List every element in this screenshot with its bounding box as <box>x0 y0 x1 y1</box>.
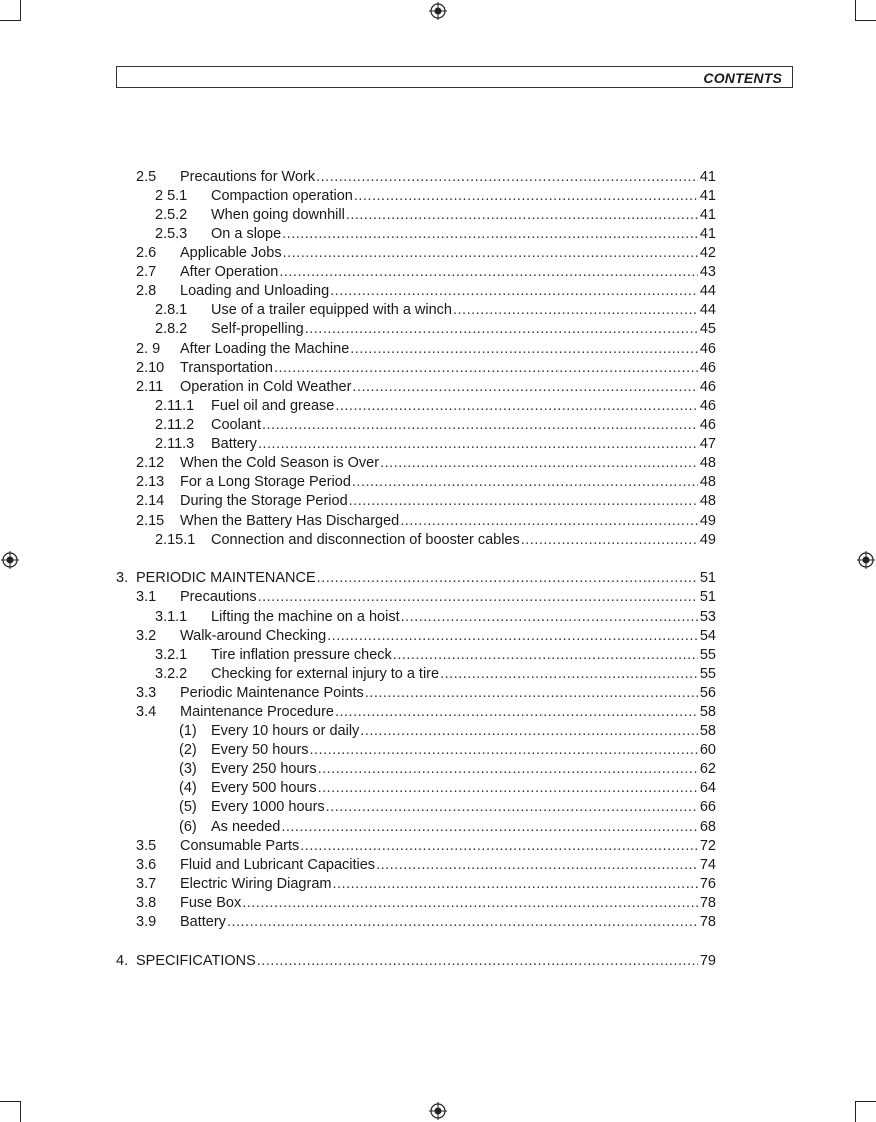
toc-entry[interactable] <box>136 454 716 473</box>
toc-entry[interactable] <box>136 492 716 511</box>
toc-entry-number: 2.13 <box>136 474 165 490</box>
toc-entry-page: 46 <box>699 360 716 376</box>
toc-entry[interactable] <box>179 741 716 760</box>
toc-entry[interactable] <box>179 798 716 817</box>
toc-dot-leader <box>335 703 698 722</box>
toc-entry-number: 3.5 <box>136 838 157 854</box>
toc-entry[interactable] <box>136 473 716 492</box>
toc-entry-page: 41 <box>699 188 716 204</box>
toc-entry-title: Fuse Box <box>180 895 242 911</box>
toc-entry-title: Use of a trailer equipped with a winch <box>211 302 452 318</box>
toc-entry-number: 2.7 <box>136 264 157 280</box>
toc-entry-title: Self-propelling <box>211 321 304 337</box>
toc-entry-title: Every 500 hours <box>211 780 317 796</box>
registration-mark-icon <box>429 2 447 20</box>
toc-entry-page: 55 <box>699 647 716 663</box>
toc-entry[interactable] <box>136 340 716 359</box>
toc-entry-page: 48 <box>699 455 716 471</box>
crop-mark-bottom-right-h <box>855 1101 876 1102</box>
toc-entry[interactable] <box>155 320 716 339</box>
page-title: CONTENTS <box>703 70 782 86</box>
toc-entry-number: (1) <box>179 723 197 739</box>
toc-entry[interactable] <box>155 435 716 454</box>
toc-entry-page: 47 <box>699 436 716 452</box>
toc-entry-title: Consumable Parts <box>180 838 300 854</box>
toc-entry[interactable] <box>136 359 716 378</box>
toc-entry-page: 58 <box>699 704 716 720</box>
toc-entry-number: 3.6 <box>136 857 157 873</box>
crop-mark-bottom-left-h <box>0 1101 21 1102</box>
toc-dot-leader <box>242 894 698 913</box>
toc-entry-page: 78 <box>699 895 716 911</box>
crop-mark-top-right-v <box>855 0 856 21</box>
toc-dot-leader <box>360 722 698 741</box>
toc-entry-page: 56 <box>699 685 716 701</box>
toc-entry-title: Battery <box>211 436 257 452</box>
toc-entry[interactable] <box>136 512 716 531</box>
toc-dot-leader <box>380 454 698 473</box>
toc-dot-leader <box>258 588 698 607</box>
toc-entry-number: (4) <box>179 780 197 796</box>
toc-entry-page: 45 <box>699 321 716 337</box>
toc-entry-page: 48 <box>699 493 716 509</box>
toc-entry-number: 3.7 <box>136 876 157 892</box>
toc-entry-number: 2.6 <box>136 245 157 261</box>
toc-entry[interactable] <box>136 168 716 187</box>
toc-dot-leader <box>258 435 698 454</box>
toc-entry-number: 3.9 <box>136 914 157 930</box>
toc-entry[interactable] <box>136 263 716 282</box>
toc-entry-page: 58 <box>699 723 716 739</box>
toc-dot-leader <box>327 627 698 646</box>
toc-entry-title: Transportation <box>180 360 273 376</box>
toc-dot-leader <box>274 359 698 378</box>
toc-entry-page: 64 <box>699 780 716 796</box>
toc-entry-number: (6) <box>179 819 197 835</box>
toc-entry[interactable] <box>179 818 716 837</box>
toc-dot-leader <box>352 473 698 492</box>
registration-mark-icon <box>857 551 875 569</box>
toc-entry-number: 2.8.2 <box>155 321 188 337</box>
toc-dot-leader <box>440 665 698 684</box>
toc-entry-title: On a slope <box>211 226 282 242</box>
toc-entry-title: Checking for external injury to a tire <box>211 666 440 682</box>
toc-entry-page: 44 <box>699 283 716 299</box>
toc-entry-number: 3.2 <box>136 628 157 644</box>
toc-entry-page: 44 <box>699 302 716 318</box>
toc-entry[interactable] <box>179 760 716 779</box>
toc-entry-page: 46 <box>699 379 716 395</box>
toc-dot-leader <box>349 492 698 511</box>
toc-entry-title: Operation in Cold Weather <box>180 379 352 395</box>
toc-entry[interactable] <box>136 588 716 607</box>
toc-entry-title: As needed <box>211 819 281 835</box>
toc-dot-leader <box>401 608 698 627</box>
toc-entry-number: (2) <box>179 742 197 758</box>
toc-entry-title: Battery <box>180 914 226 930</box>
toc-entry-page: 42 <box>699 245 716 261</box>
toc-entry-number: (5) <box>179 799 197 815</box>
toc-entry[interactable] <box>179 722 716 741</box>
toc-entry-number: 2.10 <box>136 360 165 376</box>
toc-entry-title: PERIODIC MAINTENANCE <box>136 570 316 586</box>
toc-dot-leader <box>305 320 698 339</box>
toc-entry[interactable] <box>136 913 716 932</box>
toc-entry-number: 2.12 <box>136 455 165 471</box>
toc-entry-number: 2.11.1 <box>155 398 195 414</box>
toc-entry-page: 46 <box>699 398 716 414</box>
toc-entry[interactable] <box>136 244 716 263</box>
toc-dot-leader <box>365 684 698 703</box>
toc-entry-number: 2.11.3 <box>155 436 195 452</box>
toc-entry-page: 49 <box>699 513 716 529</box>
toc-entry-page: 48 <box>699 474 716 490</box>
toc-entry-title: Compaction operation <box>211 188 353 204</box>
toc-dot-leader <box>352 378 697 397</box>
toc-entry-title: Tire inflation pressure check <box>211 647 392 663</box>
toc-entry-title: Every 250 hours <box>211 761 317 777</box>
toc-entry[interactable] <box>116 952 716 971</box>
toc-entry-title: Lifting the machine on a hoist <box>211 609 400 625</box>
toc-entry-title: Periodic Maintenance Points <box>180 685 364 701</box>
toc-entry-number: 3.1 <box>136 589 157 605</box>
toc-entry-title: Precautions <box>180 589 257 605</box>
toc-entry[interactable] <box>136 282 716 301</box>
page-header <box>116 66 793 88</box>
toc-entry-number: 3.2.2 <box>155 666 188 682</box>
toc-entry[interactable] <box>155 646 716 665</box>
toc-entry-title: Electric Wiring Diagram <box>180 876 332 892</box>
toc-entry-number: 3. <box>116 570 129 586</box>
toc-dot-leader <box>400 512 698 531</box>
toc-entry-number: 2.5.2 <box>155 207 188 223</box>
toc-entry-page: 41 <box>699 169 716 185</box>
toc-dot-leader <box>354 187 698 206</box>
crop-mark-top-left-h <box>0 20 21 21</box>
toc-dot-leader <box>318 779 698 798</box>
toc-entry-page: 72 <box>699 838 716 854</box>
toc-entry-page: 66 <box>699 799 716 815</box>
crop-mark-top-right-h <box>855 20 876 21</box>
toc-dot-leader <box>326 798 698 817</box>
registration-mark-icon <box>1 551 19 569</box>
toc-entry-title: Maintenance Procedure <box>180 704 334 720</box>
toc-dot-leader <box>335 397 698 416</box>
toc-entry-title: Precautions for Work <box>180 169 316 185</box>
toc-entry-number: 3.4 <box>136 704 157 720</box>
toc-entry-title: Every 1000 hours <box>211 799 325 815</box>
toc-entry-page: 78 <box>699 914 716 930</box>
toc-entry-number: 4. <box>116 953 129 969</box>
toc-entry-page: 68 <box>699 819 716 835</box>
toc-entry-number: 2 5.1 <box>155 188 188 204</box>
toc-entry-number: 2.15.1 <box>155 532 196 548</box>
toc-entry-title: Walk-around Checking <box>180 628 327 644</box>
toc-entry-number: 3.1.1 <box>155 609 188 625</box>
toc-entry[interactable] <box>136 684 716 703</box>
toc-dot-leader <box>332 875 697 894</box>
toc-dot-leader <box>310 741 698 760</box>
toc-dot-leader <box>227 913 698 932</box>
toc-entry-page: 43 <box>699 264 716 280</box>
toc-entry[interactable] <box>136 378 716 397</box>
toc-entry[interactable] <box>136 856 716 875</box>
toc-entry-number: 2.11.2 <box>155 417 195 433</box>
toc-entry[interactable] <box>136 627 716 646</box>
toc-dot-leader <box>521 531 698 550</box>
toc-entry[interactable] <box>155 665 716 684</box>
toc-entry-title: SPECIFICATIONS <box>136 953 256 969</box>
toc-dot-leader <box>330 282 698 301</box>
crop-mark-bottom-right-v <box>855 1101 856 1122</box>
toc-dot-leader <box>317 569 698 588</box>
toc-entry-page: 46 <box>699 341 716 357</box>
toc-entry-title: When the Cold Season is Over <box>180 455 380 471</box>
toc-entry-page: 53 <box>699 609 716 625</box>
toc-dot-leader <box>453 301 698 320</box>
toc-dot-leader <box>350 340 698 359</box>
toc-dot-leader <box>281 818 698 837</box>
toc-entry-page: 74 <box>699 857 716 873</box>
toc-entry-title: For a Long Storage Period <box>180 474 351 490</box>
toc-entry[interactable] <box>136 894 716 913</box>
toc-entry-page: 79 <box>699 953 716 969</box>
toc-entry[interactable] <box>155 301 716 320</box>
toc-dot-leader <box>282 225 698 244</box>
toc-entry-title: Fuel oil and grease <box>211 398 335 414</box>
toc-entry-number: 2.8 <box>136 283 157 299</box>
toc-entry-number: 2.11 <box>136 379 164 395</box>
toc-entry-number: 3.2.1 <box>155 647 188 663</box>
toc-entry-title: Applicable Jobs <box>180 245 282 261</box>
crop-mark-bottom-left-v <box>20 1101 21 1122</box>
toc-entry-page: 62 <box>699 761 716 777</box>
toc-entry-title: Coolant <box>211 417 261 433</box>
toc-entry-title: During the Storage Period <box>180 493 348 509</box>
toc-entry[interactable] <box>136 837 716 856</box>
registration-mark-icon <box>429 1102 447 1120</box>
toc-dot-leader <box>279 263 698 282</box>
toc-dot-leader <box>346 206 698 225</box>
toc-entry-title: Connection and disconnection of booster cables <box>211 532 520 548</box>
toc-entry[interactable] <box>155 225 716 244</box>
toc-entry[interactable] <box>136 875 716 894</box>
toc-dot-leader <box>393 646 698 665</box>
toc-entry-page: 49 <box>699 532 716 548</box>
toc-dot-leader <box>283 244 698 263</box>
toc-entry-title: After Operation <box>180 264 279 280</box>
toc-entry[interactable] <box>116 569 716 588</box>
toc-entry-page: 76 <box>699 876 716 892</box>
toc-entry-number: 2.15 <box>136 513 165 529</box>
toc-dot-leader <box>257 952 698 971</box>
toc-entry[interactable] <box>155 397 716 416</box>
toc-entry-page: 55 <box>699 666 716 682</box>
toc-entry[interactable] <box>155 187 716 206</box>
toc-dot-leader <box>316 168 698 187</box>
toc-entry[interactable] <box>136 703 716 722</box>
toc-entry-number: 2.14 <box>136 493 165 509</box>
toc-entry-title: Every 50 hours <box>211 742 309 758</box>
toc-entry-title: Every 10 hours or daily <box>211 723 360 739</box>
toc-entry-title: Loading and Unloading <box>180 283 330 299</box>
toc-entry-page: 46 <box>699 417 716 433</box>
toc-entry-title: After Loading the Machine <box>180 341 350 357</box>
toc-entry-page: 41 <box>699 226 716 242</box>
toc-dot-leader <box>262 416 698 435</box>
toc-entry-number: 3.3 <box>136 685 157 701</box>
toc-entry[interactable] <box>155 206 716 225</box>
toc-entry-number: 2.5.3 <box>155 226 188 242</box>
toc-entry-number: 2. 9 <box>136 341 161 357</box>
toc-entry-number: 3.8 <box>136 895 157 911</box>
toc-entry-title: Fluid and Lubricant Capacities <box>180 857 376 873</box>
toc-entry[interactable] <box>155 531 716 550</box>
toc-entry-page: 51 <box>699 589 716 605</box>
crop-mark-top-left-v <box>20 0 21 21</box>
toc-entry-page: 54 <box>699 628 716 644</box>
toc-dot-leader <box>300 837 698 856</box>
toc-entry[interactable] <box>155 416 716 435</box>
toc-entry-title: When the Battery Has Discharged <box>180 513 400 529</box>
toc-entry-page: 60 <box>699 742 716 758</box>
toc-entry-number: 2.5 <box>136 169 157 185</box>
toc-entry[interactable] <box>155 608 716 627</box>
toc-dot-leader <box>376 856 698 875</box>
toc-entry-number: 2.8.1 <box>155 302 188 318</box>
toc-entry-page: 51 <box>699 570 716 586</box>
toc-entry-number: (3) <box>179 761 197 777</box>
toc-dot-leader <box>318 760 698 779</box>
toc-entry[interactable] <box>179 779 716 798</box>
toc-entry-page: 41 <box>699 207 716 223</box>
toc-entry-title: When going downhill <box>211 207 345 223</box>
